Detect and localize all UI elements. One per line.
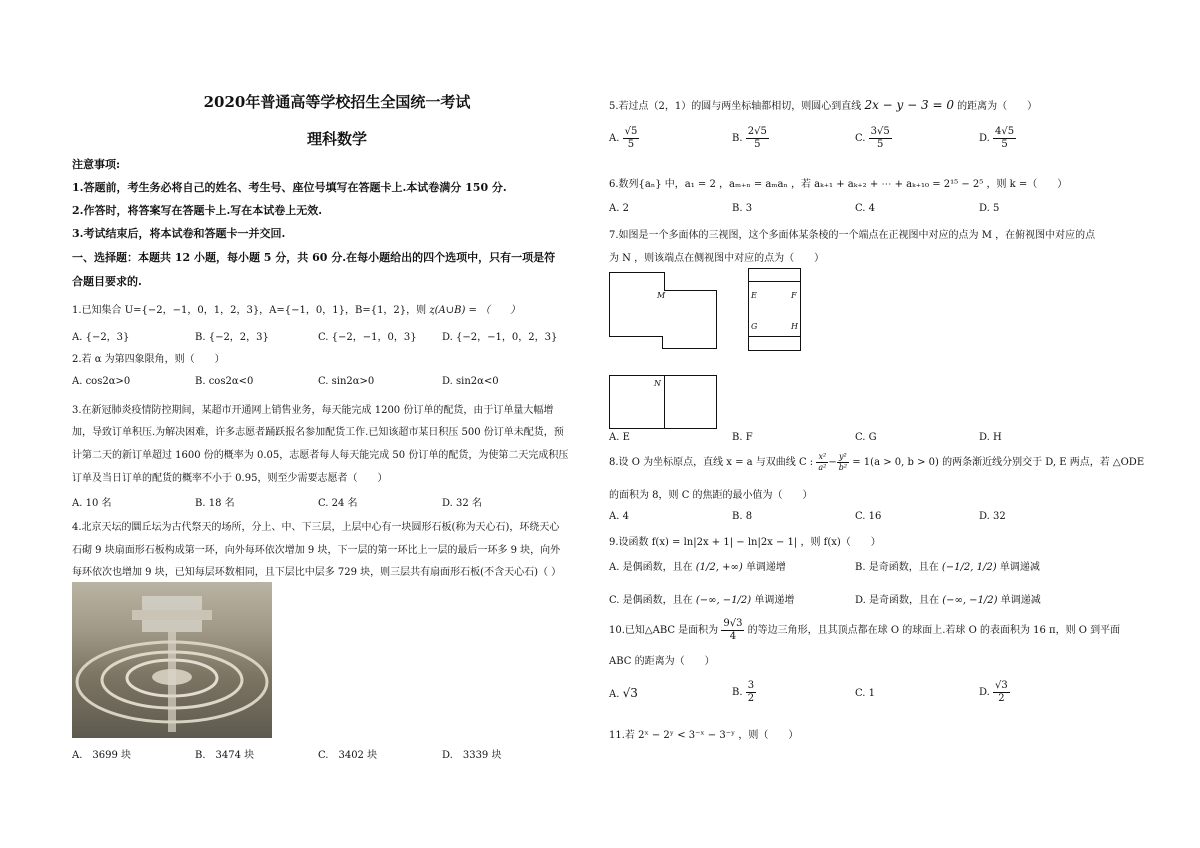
q4-option-a: A. 3699 块 [72, 750, 132, 761]
q1-option-d: D. {−2，−1，0，2，3} [442, 332, 558, 343]
page-subtitle: 理科数学 [306, 130, 367, 148]
q5-option-c: C. $\frac{3√5}{5}$ [855, 126, 890, 150]
q5-option-a: A. $\frac{√5}{5}$ [609, 126, 638, 150]
q10-option-d: D. $\frac{√3}{2}$ [979, 680, 1008, 704]
q5-option-d: D. $\frac{4√5}{5}$ [979, 126, 1015, 150]
section-heading: 一、选择题：本题共 12 小题，每小题 5 分，共 60 分.在每小题给出的四个选项中，只有一项是符 [72, 251, 556, 264]
q6-option-d: D. 5 [979, 203, 1000, 214]
q5-tail: 的距离为（ ） [957, 101, 1038, 112]
question-11: 11.若 2ˣ − 2ʸ < 3⁻ˣ − 3⁻ʸ ，则（ ） [609, 730, 799, 741]
label-h: H [791, 322, 798, 331]
question-9: 9.设函数 f(x) = ln|2x + 1| − ln|2x − 1| ，则 f(x)（ ） [609, 537, 881, 548]
notes-heading: 注意事项: [72, 158, 121, 171]
q7-option-b: B. F [732, 432, 753, 443]
q6-option-b: B. 3 [732, 203, 753, 214]
q3-option-c: C. 24 名 [318, 498, 358, 509]
q2-option-d: D. sin2α<0 [442, 376, 499, 387]
q1-option-b: B. {−2，2，3} [195, 332, 269, 343]
q6-option-c: C. 4 [855, 203, 876, 214]
q7-option-a: A. E [609, 432, 630, 443]
question-8: 8.设 O 为坐标原点，直线 x = a 与双曲线 C : $\frac{\text{x²}}{\text{a²}}$ − $\frac{\text{y²}}{\text{b²}}$ = 1(a > 0, b > 0) 的两条渐近线分别交于 D, E 两点，若 △ODE [609, 452, 1145, 472]
question-3-line: 计第二天的新订单超过 1600 份的概率为 0.05，志愿者每人每天能完成 50 份订单的配货，为使第二天完成积压 [72, 450, 569, 461]
question-6: 6.数列{aₙ} 中，a₁ = 2 ，aₘ₊ₙ = aₘaₙ ，若 aₖ₊₁ + aₖ₊₂ + ⋯ + aₖ₊₁₀ = 2¹⁵ − 2⁵ ，则 k =（ ） [609, 179, 1068, 190]
note-item: 3.考试结束后，将本试卷和答题卡一并交回. [72, 227, 286, 240]
q2-option-a: A. cos2α>0 [72, 376, 131, 387]
q4-option-b: B. 3474 块 [195, 750, 255, 761]
q5-option-b: B. $\frac{2√5}{5}$ [732, 126, 767, 150]
question-1 [72, 301, 520, 316]
q9-option-a: A. 是偶函数，且在 (1/2, +∞) 单调递增 [609, 562, 786, 573]
q1-expr: (A∪B) = （ ） [434, 305, 521, 316]
question-3-line: 加，导致订单积压.为解决困难，许多志愿者踊跃报名参加配货工作.已知该超市某日积压 500 份订单未配货，预 [72, 427, 564, 438]
q3-option-a: A. 10 名 [72, 498, 112, 509]
tiantan-illustration [72, 582, 272, 738]
label-n: N [654, 379, 661, 388]
q7-option-d: D. H [979, 432, 1002, 443]
question-8-line2: 的面积为 8，则 C 的焦距的最小值为（ ） [609, 490, 813, 501]
q9-option-c: C. 是偶函数，且在 (−∞, −1/2) 单调递增 [609, 595, 795, 606]
label-e: E [751, 291, 757, 300]
q9-option-d: D. 是奇函数，且在 (−∞, −1/2) 单调递减 [855, 595, 1041, 606]
q8-option-a: A. 4 [609, 511, 629, 522]
question-10-line2: ABC 的距离为（ ） [609, 656, 715, 667]
note-item: 2.作答时，将答案写在答题卡上.写在本试卷上无效. [72, 204, 323, 217]
tiantan-photo [72, 582, 272, 738]
question-7-line: 7.如图是一个多面体的三视图，这个多面体某条棱的一个端点在正视图中对应的点为 M ，在俯视图中对应的点 [609, 230, 1096, 241]
question-7-line: 为 N ，则该端点在侧视图中对应的点为（ ） [609, 253, 825, 264]
q1-option-c: C. {−2，−1，0，3} [318, 332, 417, 343]
q8-option-b: B. 8 [732, 511, 753, 522]
label-m: M [657, 291, 666, 300]
top-view-diagram [609, 375, 719, 435]
note-item: 1.答题前，考生务必将自己的姓名、考生号、座位号填写在答题卡上.本试卷满分 150 分. [72, 181, 507, 194]
q5-line-equation: 2x − y − 3 = 0 [864, 98, 954, 112]
q8-option-d: D. 32 [979, 511, 1006, 522]
question-4-line: 每环依次也增加 9 块，已知每层环数相同，且下层比中层多 729 块，则三层共有扇面形石板(不含天心石)（ ） [72, 567, 562, 578]
q7-option-c: C. G [855, 432, 877, 443]
side-view-diagram [748, 268, 808, 358]
q5-stem: 5.若过点（2，1）的圆与两坐标轴都相切，则圆心到直线 [609, 101, 862, 112]
q3-option-d: D. 32 名 [442, 498, 482, 509]
label-f: F [791, 291, 797, 300]
q1-option-a: A. {−2，3} [72, 332, 130, 343]
question-2: 2.若 α 为第四象限角，则（ ） [72, 354, 225, 365]
q10-option-b: B. $\frac{3}{2}$ [732, 680, 755, 704]
question-4-line: 石砌 9 块扇面形石板构成第一环，向外每环依次增加 9 块，下一层的第一环比上一层的最后一环多 9 块，向外 [72, 545, 561, 556]
question-10: 10.已知△ABC 是面积为 $\frac{9√3}{4}$ 的等边三角形，且其顶点都在球 O 的球面上.若球 O 的表面积为 16 π，则 O 到平面 [609, 618, 1121, 642]
page-title: 2020年普通高等学校招生全国统一考试 [203, 93, 471, 111]
question-3-line: 订单及当日订单的配货的概率不小于 0.95，则至少需要志愿者（ ） [72, 473, 388, 484]
q1-stem: 1.已知集合 U={−2，−1，0，1，2，3}，A={−1，0，1}，B={1，2}，则 [72, 305, 427, 316]
question-4-line: 4.北京天坛的圜丘坛为古代祭天的场所，分上、中、下三层，上层中心有一块圆形石板(称为天心石)，环绕天心 [72, 522, 560, 533]
q3-option-b: B. 18 名 [195, 498, 235, 509]
q2-option-c: C. sin2α>0 [318, 376, 375, 387]
q4-option-d: D. 3339 块 [442, 750, 502, 761]
q2-option-b: B. cos2α<0 [195, 376, 254, 387]
complement-symbol: ⱬ [429, 305, 435, 316]
q10-option-c: C. 1 [855, 688, 876, 699]
q6-option-a: A. 2 [609, 203, 629, 214]
section-heading-cont: 合题目要求的. [72, 275, 142, 288]
label-g: G [751, 322, 758, 331]
q10-option-a: A. √3 [609, 686, 638, 700]
q8-option-c: C. 16 [855, 511, 882, 522]
question-3-line: 3.在新冠肺炎疫情防控期间，某超市开通网上销售业务，每天能完成 1200 份订单的配货，由于订单量大幅增 [72, 405, 554, 416]
q9-option-b: B. 是奇函数，且在 (−1/2, 1/2) 单调递减 [855, 562, 1040, 573]
question-5 [609, 97, 1037, 112]
q4-option-c: C. 3402 块 [318, 750, 378, 761]
